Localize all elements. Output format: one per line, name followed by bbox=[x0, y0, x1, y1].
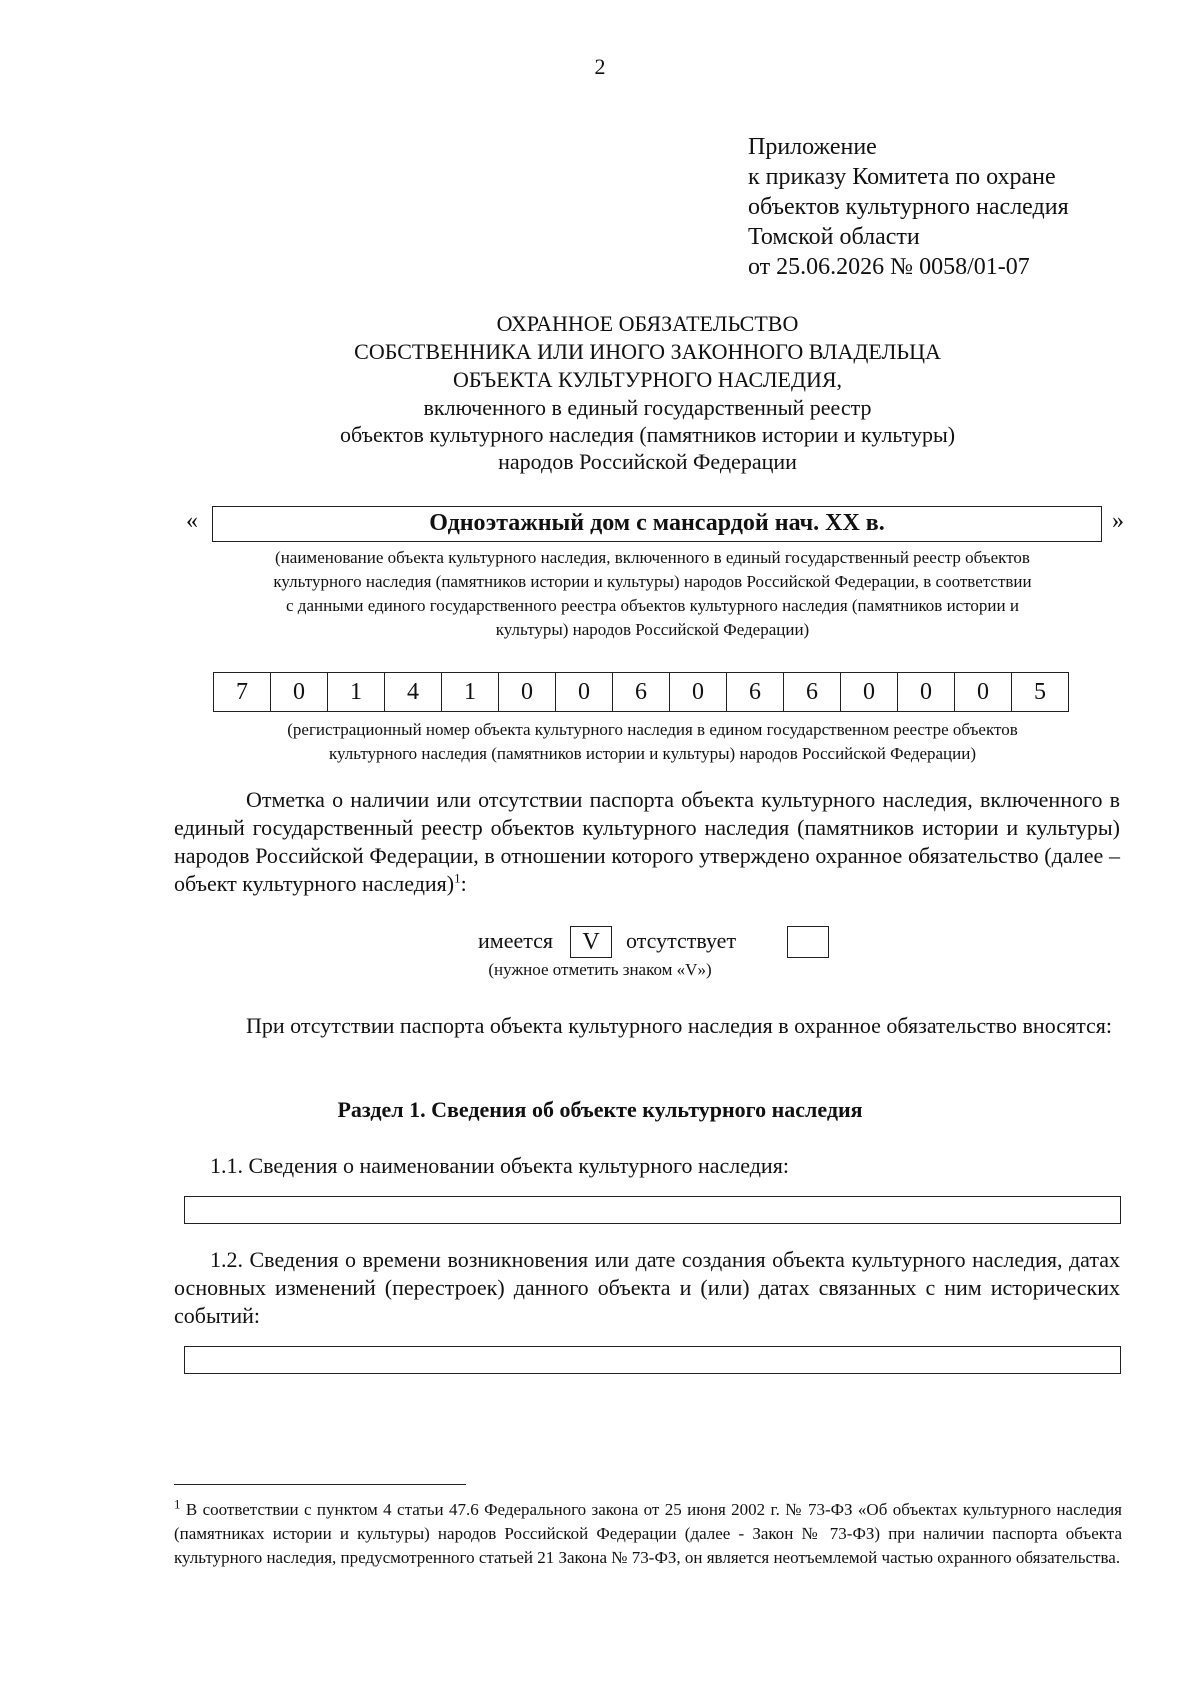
reg-digit-cell[interactable]: 6 bbox=[784, 673, 841, 712]
reg-digit-cell[interactable]: 1 bbox=[442, 673, 499, 712]
appendix-line: объектов культурного наследия bbox=[748, 194, 1069, 220]
item-1-2-label: 1.2. Сведения о времени возникновения или дате создания объекта культурного наследия, датах основных изменений (перестроек) данного объекта и (или) датах связанных с ним исторических событий: bbox=[174, 1247, 1120, 1328]
caption-line: (наименование объекта культурного наследия, включенного в единый государственный реестр объектов bbox=[275, 548, 1030, 567]
reg-digit-cell[interactable]: 6 bbox=[613, 673, 670, 712]
caption-line: с данными единого государственного реестра объектов культурного наследия (памятников истории и bbox=[286, 596, 1019, 615]
item-1-1 bbox=[174, 1152, 1120, 1180]
object-name-field[interactable]: Одноэтажный дом с мансардой нач. XX в. bbox=[212, 506, 1102, 542]
reg-digit-cell[interactable]: 7 bbox=[214, 673, 271, 712]
caption-line: культуры) народов Российской Федерации) bbox=[495, 620, 810, 639]
absence-note-text: При отсутствии паспорта объекта культурного наследия в охранное обязательство вносятся: bbox=[246, 1013, 1113, 1038]
no-passport-checkbox[interactable] bbox=[787, 926, 829, 958]
has-passport-label: имеется bbox=[478, 928, 553, 953]
reg-digit-cell[interactable]: 0 bbox=[670, 673, 727, 712]
section-1-title: Раздел 1. Сведения об объекте культурного наследия bbox=[337, 1097, 863, 1122]
title-line: народов Российской Федерации bbox=[498, 449, 797, 474]
item-1-2 bbox=[174, 1246, 1120, 1330]
reg-digit-cell[interactable]: 0 bbox=[841, 673, 898, 712]
no-passport-label: отсутствует bbox=[626, 928, 737, 953]
appendix-line: Томской области bbox=[748, 224, 920, 250]
title-line: ОБЪЕКТА КУЛЬТУРНОГО НАСЛЕДИЯ, bbox=[452, 367, 843, 392]
reg-digit-cell[interactable]: 5 bbox=[1012, 673, 1069, 712]
reg-digit-cell[interactable]: 6 bbox=[727, 673, 784, 712]
reg-digit-cell[interactable]: 0 bbox=[271, 673, 328, 712]
page-number: 2 bbox=[594, 54, 606, 79]
caption-line: культурного наследия (памятников истории и культуры) народов Российской Федерации, в соответствии bbox=[273, 572, 1032, 591]
appendix-line: от 25.06.2026 № 0058/01-07 bbox=[748, 254, 1030, 280]
footnote-text: В соответствии с пунктом 4 статьи 47.6 Федерального закона от 25 июня 2002 г. № 73-ФЗ «Об объектах культурного наследия (памятниках истории и культуры) народов Российской Федерации (далее - Закон № 73-ФЗ) при наличии паспорта объекта культурного наследия, предусмотренного статьей 21 Закона № 73-ФЗ, он является неотъемлемой частью охранного обязательства. bbox=[174, 1500, 1123, 1567]
footnote-divider bbox=[174, 1484, 466, 1485]
reg-digit-cell[interactable]: 0 bbox=[955, 673, 1012, 712]
passport-note-tail: : bbox=[460, 871, 467, 896]
appendix-line: к приказу Комитета по охране bbox=[748, 164, 1056, 190]
has-passport-checkbox[interactable]: V bbox=[570, 926, 612, 958]
footnote-marker: 1 bbox=[174, 1496, 181, 1512]
caption-line: (регистрационный номер объекта культурного наследия в едином государственном реестре объектов bbox=[287, 720, 1018, 739]
reg-digit-cell[interactable]: 0 bbox=[499, 673, 556, 712]
registration-number-grid bbox=[213, 672, 1069, 712]
reg-digit-cell[interactable]: 1 bbox=[328, 673, 385, 712]
registration-caption bbox=[150, 718, 1155, 766]
item-1-2-field[interactable] bbox=[184, 1346, 1121, 1374]
item-1-1-field[interactable] bbox=[184, 1196, 1121, 1224]
title-line: объектов культурного наследия (памятников истории и культуры) bbox=[339, 422, 956, 447]
passport-note bbox=[174, 786, 1120, 898]
appendix-line: Приложение bbox=[748, 134, 877, 160]
footnote-ref[interactable]: 1 bbox=[454, 870, 461, 886]
absence-note bbox=[174, 1012, 1120, 1040]
close-quote: » bbox=[1112, 508, 1124, 534]
reg-digit-cell[interactable]: 0 bbox=[556, 673, 613, 712]
reg-digit-cell[interactable]: 0 bbox=[898, 673, 955, 712]
caption-line: культурного наследия (памятников истории и культуры) народов Российской Федерации) bbox=[328, 744, 977, 763]
title-line: СОБСТВЕННИКА ИЛИ ИНОГО ЗАКОННОГО ВЛАДЕЛЬЦА bbox=[354, 339, 941, 364]
open-quote: « bbox=[186, 508, 198, 534]
document-title bbox=[100, 310, 1195, 475]
appendix-header bbox=[748, 132, 1069, 282]
title-line: ОХРАННОЕ ОБЯЗАТЕЛЬСТВО bbox=[496, 311, 799, 336]
title-line: включенного в единый государственный реестр bbox=[423, 395, 872, 420]
item-1-1-label: 1.1. Сведения о наименовании объекта культурного наследия: bbox=[210, 1153, 789, 1178]
passport-note-text: Отметка о наличии или отсутствии паспорта объекта культурного наследия, включенного в единый государственный реестр объектов культурного наследия (памятников истории и культуры) народов Российской Федерации, в отношении которого утверждено охранное обязательство (далее – объект культурного наследия) bbox=[174, 787, 1120, 896]
footnote bbox=[174, 1498, 1122, 1570]
reg-digit-cell[interactable]: 4 bbox=[385, 673, 442, 712]
mark-hint: (нужное отметить знаком «V») bbox=[488, 960, 712, 979]
object-name-caption bbox=[150, 546, 1155, 642]
